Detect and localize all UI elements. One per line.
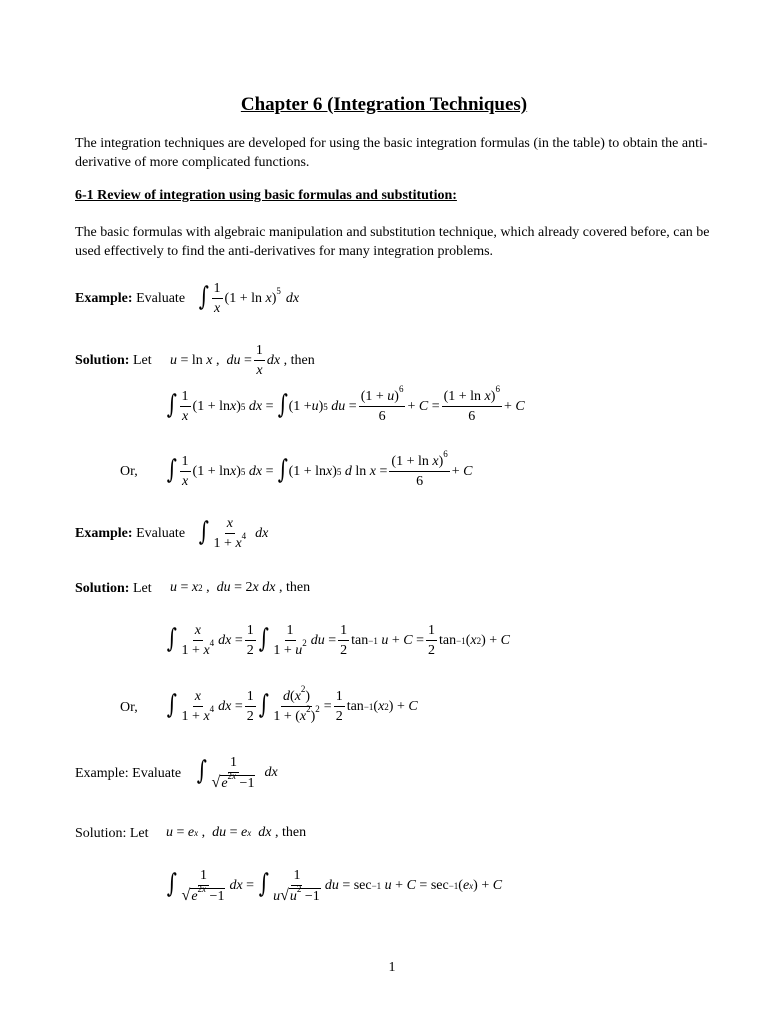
example-1-label [75, 291, 185, 307]
solution-bold-label: Solution: [75, 353, 130, 368]
solution-bold-label: Solution: [75, 581, 130, 596]
then-label: , then [278, 580, 311, 595]
solution-2-alternative: ∫ $\frac{x}{1 + x^4}$ dx = $\frac{1}{2}$ ∫ $\frac{d(x^2)}{1 + (x^2)^2}$ = $\frac{1}{2}$ tan −1 ( x 2 ) + C [166, 684, 418, 724]
solution-1-alternative: ∫ $\frac{1}{x}$ (1 + ln x ) 5 dx = ∫ (1 + ln x ) 5 d ln x = $\frac{(1 + \ln x)^6}{6}$ + C [166, 449, 473, 489]
or-label-2: Or, [120, 700, 138, 715]
example-3-label: Example: Evaluate [75, 766, 182, 781]
solution-3-label: Solution: Let [75, 826, 149, 841]
section-paragraph: The basic formulas with algebraic manipulation and substitution technique, which already covered before, can be used effectively to find the anti-derivatives for many integration problems. [75, 225, 710, 259]
solution-2-equation: ∫ $\frac{x}{1 + x^4}$ dx = $\frac{1}{2}$ ∫ $\frac{1}{1 + u^2}$ du = $\frac{1}{2}$ tan −1 u + C = $\frac{1}{2}$ tan −1 ( x 2 ) + C [166, 623, 510, 658]
let-label: Let [132, 353, 152, 368]
solution-1-equation: ∫ $\frac{1}{x}$ (1 + ln x ) 5 dx = ∫ (1 + u ) 5 du = $\frac{(1 + u)^6}{6}$ + C = $\frac{(1 + \ln x)^6}{6}$ + C [166, 384, 525, 424]
solution-2-label [75, 581, 152, 597]
let-label: Let [132, 581, 152, 596]
intro-paragraph: The integration techniques are developed for using the basic integration formulas (in the table) to obtain the anti-derivative of more complicated functions. [75, 136, 708, 170]
page-title: Chapter 6 (Integration Techniques) [240, 94, 528, 115]
solution-3-equation: ∫ $\frac{1}{√e^{2x} -1}$ dx = ∫ $\frac{1}{u√u^2 -1}$ du = sec −1 u + C = sec −1 ( e x ) + C [166, 868, 503, 904]
or-label-1: Or, [120, 464, 138, 479]
solution-3-substitution: u = e x , du = e x dx , then [166, 825, 307, 840]
example-1-integral: ∫ $\frac{1}{x}$ $(1 + \ln x)^5$ dx [198, 281, 300, 316]
example-bold-label: Example: [75, 526, 133, 541]
example-bold-label: Example: [75, 291, 133, 306]
section-heading: 6-1 Review of integration using basic formulas and substitution: [75, 188, 457, 203]
solution-1-label [75, 353, 152, 369]
solution-2-substitution: u = x 2 , du = 2 x dx , then [170, 580, 311, 595]
example-3-integral: ∫ $\frac{1}{√e^{2x} -1}$ dx [196, 755, 278, 791]
then-label: , then [283, 352, 315, 368]
page-number: 1 [388, 960, 396, 975]
solution-1-substitution: u = ln x , du = $\frac{1}{x}$ dx , then [170, 343, 315, 378]
then-label: , then [274, 825, 307, 840]
example-2-label [75, 526, 185, 542]
evaluate-label: Evaluate [136, 526, 186, 541]
evaluate-label: Evaluate [136, 291, 186, 306]
example-2-integral: ∫ $\frac{x}{1 + x^4}$ dx [198, 516, 269, 551]
